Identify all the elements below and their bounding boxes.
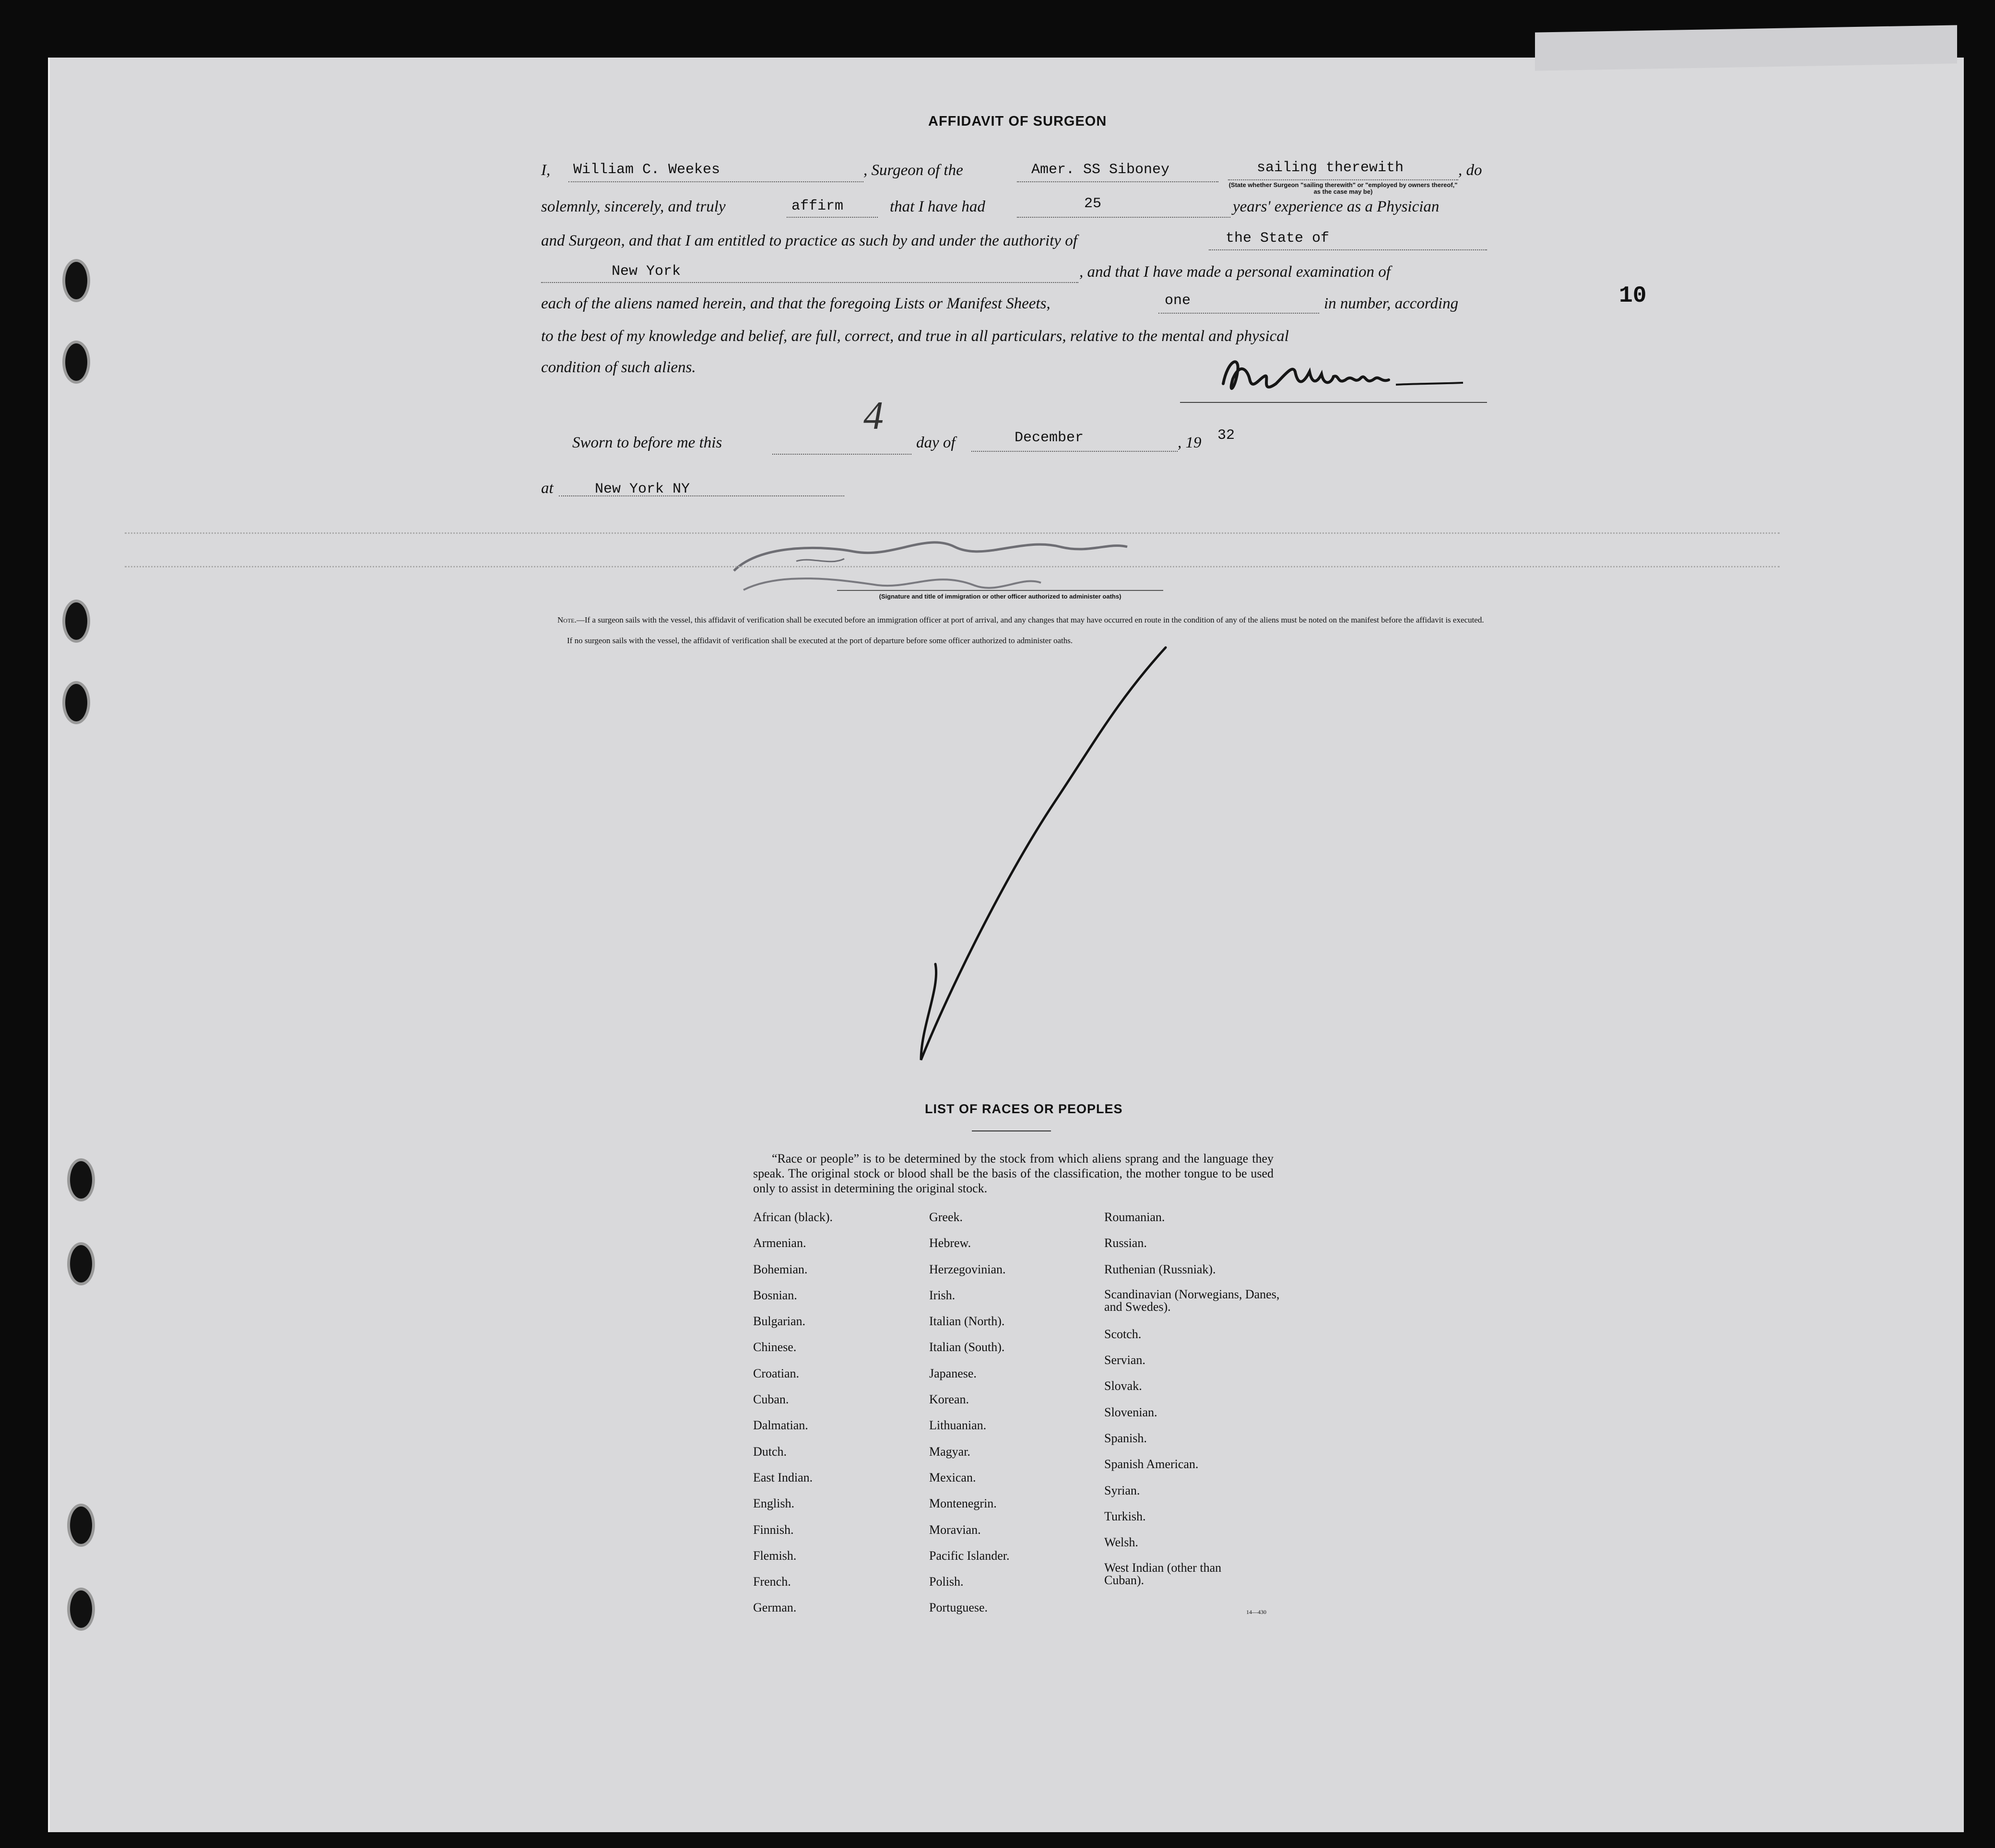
race-item: Greek. [929,1210,963,1224]
place-rule [559,495,844,496]
line2-text: that I have had [890,198,985,215]
race-item: Slovenian. [1104,1405,1157,1419]
race-item: Moravian. [929,1522,981,1537]
line1-text: , Surgeon of the [863,162,963,179]
race-item: Flemish. [753,1548,797,1563]
sailing-status: sailing therewith [1257,160,1404,176]
race-item: Slovak. [1104,1379,1142,1393]
officer-caption: (Signature and title of immigration or other officer authorized to administer oaths) [879,593,1121,600]
vessel-name: Amer. SS Siboney [1031,162,1170,178]
authority-state: the State of [1226,230,1330,247]
sailing-note: (State whether Surgeon "sailing therewith" or "employed by owners thereof," as the case may be) [1228,181,1458,195]
race-item: Portuguese. [929,1601,988,1615]
race-item: Russian. [1104,1236,1147,1250]
races-intro: “Race or people” is to be determined by the stock from which aliens sprang and the language they speak. The original stock or blood shall be the basis of the classification, the mother tongue to be used only to assist in determining the original stock. [753,1152,1274,1195]
bleed-through-row [125,518,1780,534]
race-item: Polish. [929,1575,964,1589]
authority-rule [1209,249,1487,250]
race-item: Chinese. [753,1340,797,1354]
race-item: Herzegovinian. [929,1262,1006,1276]
races-column-1 [753,1210,833,1627]
race-item: Turkish. [1104,1509,1146,1523]
race-item: Montenegrin. [929,1496,997,1511]
surgeon-signature [1214,350,1473,403]
binder-hole [67,1588,95,1631]
line3-text: and Surgeon, and that I am entitled to practice as such by and under the authority of [541,232,1077,249]
race-item: Dutch. [753,1444,787,1459]
race-item: Welsh. [1104,1535,1138,1550]
binder-hole [62,600,90,643]
race-item: Korean. [929,1392,969,1407]
race-item: French. [753,1575,791,1589]
race-item: Japanese. [929,1366,977,1380]
binder-hole [62,681,90,724]
affirm-rule [787,217,878,218]
day-rule [772,454,911,455]
authority-rule-2 [541,282,1078,283]
line5-text: each of the aliens named herein, and that the foregoing Lists or Manifest Sheets, [541,295,1051,312]
note-text-2: If no surgeon sails with the vessel, the affidavit of verification shall be executed at the port of departure before some officer authorized to administer oaths. [567,636,1073,645]
race-item: German. [753,1601,797,1615]
line7-text: condition of such aliens. [541,359,696,376]
note-label: Note. [557,615,577,624]
races-title: LIST OF RACES OR PEOPLES [925,1102,1123,1116]
race-item: Irish. [929,1288,956,1302]
race-item: Italian (North). [929,1314,1005,1329]
race-item: Scandinavian (Norwegians, Danes, and Swedes). [1104,1287,1280,1314]
surgeon-name-rule [568,181,863,182]
line6-text: to the best of my knowledge and belief, are full, correct, and true in all particulars, relative to the mental and physical [541,328,1289,345]
race-item: East Indian. [753,1470,813,1484]
sworn-place: New York NY [595,481,690,497]
line1-text: , do [1458,162,1482,179]
binder-hole [67,1242,95,1285]
signature-rule [1180,402,1487,403]
sworn-month: December [1015,430,1084,446]
race-item: Pacific Islander. [929,1548,1010,1563]
line1-text: I, [541,162,551,179]
race-item: Servian. [1104,1353,1145,1367]
race-item: African (black). [753,1210,833,1224]
sworn-text: , 19 [1178,434,1202,451]
race-item: Armenian. [753,1236,806,1250]
race-item: Bohemian. [753,1262,808,1276]
race-item: Bosnian. [753,1288,797,1302]
race-item: Croatian. [753,1366,800,1380]
note-text-1: —If a surgeon sails with the vessel, this affidavit of verification shall be executed before an immigration officer at port of arrival, and any changes that may have occurred en route in the condition of any of the aliens must be noted on the manifest before the affidavit is executed. [576,615,1484,624]
line5-text: in number, according [1324,295,1459,312]
sheet-count: one [1165,293,1191,309]
race-item: Spanish American. [1104,1457,1199,1471]
race-item: Scotch. [1104,1327,1142,1341]
line2-text: years' experience as a Physician [1233,198,1440,215]
line2-text: solemnly, sincerely, and truly [541,198,726,215]
authority-state-name: New York [612,263,681,280]
bleed-through-heading [125,153,140,183]
line4-text: , and that I have made a personal examination of [1079,263,1391,281]
races-title-rule [972,1130,1051,1131]
officer-rule [837,590,1163,591]
race-item: Magyar. [929,1444,970,1459]
race-item: West Indian (other than Cuban). [1104,1560,1222,1587]
check-mark [911,643,1170,1074]
affidavit-title: AFFIDAVIT OF SURGEON [928,114,1107,129]
binder-hole [62,341,90,384]
race-item: Spanish. [1104,1431,1147,1446]
sworn-text: Sworn to before me this [572,434,722,451]
binder-hole [67,1504,95,1547]
form-number: 14—430 [1246,1609,1266,1615]
race-item: Cuban. [753,1392,789,1407]
binder-hole [67,1158,95,1201]
page-edge [1535,25,1957,71]
race-item: English. [753,1496,794,1511]
race-item: Lithuanian. [929,1418,987,1433]
sworn-year: 32 [1217,427,1235,444]
races-column-3 [1104,1210,1289,1590]
race-item: Dalmatian. [753,1418,808,1433]
affidavit-note [557,615,1486,625]
race-item: Bulgarian. [753,1314,806,1329]
page-number: 10 [1619,283,1647,309]
race-item: Ruthenian (Russniak). [1104,1262,1216,1276]
affirm-word: affirm [791,198,844,214]
races-column-2 [929,1210,1010,1627]
years-experience: 25 [1084,196,1102,212]
race-item: Roumanian. [1104,1210,1165,1224]
bleed-through-row [125,552,1780,567]
race-item: Hebrew. [929,1236,971,1250]
vessel-rule [1017,181,1218,182]
at-text: at [541,480,554,497]
surgeon-name: William C. Weekes [573,162,720,178]
race-item: Syrian. [1104,1483,1140,1497]
race-item: Mexican. [929,1470,976,1484]
sworn-day: 4 [863,393,884,438]
sheets-rule [1158,313,1319,314]
binder-hole [62,259,90,302]
sworn-text: day of [916,434,956,451]
race-item: Italian (South). [929,1340,1005,1354]
month-rule [971,451,1178,452]
race-item: Finnish. [753,1522,794,1537]
sailing-rule [1228,179,1458,180]
years-rule [1017,217,1230,218]
